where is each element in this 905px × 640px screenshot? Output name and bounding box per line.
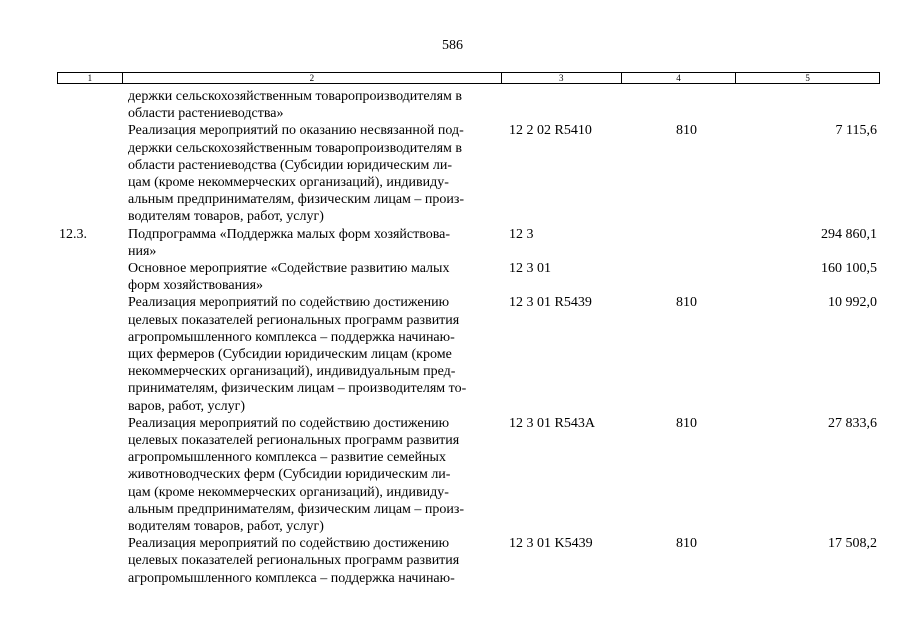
row-number — [57, 122, 128, 225]
table-row — [57, 294, 880, 414]
table-row — [57, 535, 880, 587]
row-description: Реализация мероприятий по содействию достижению целевых показателей региональных программ развития агропромышленного комплекса – развитие семейных животноводческих ферм (Субсидии юридическим ли- цам (кроме некоммерческих организаций), индивиду- альным предпринимателям, физическим лицам – произ- водителям товаров, работ, услуг) — [128, 415, 465, 535]
page-number: 586 — [442, 38, 463, 53]
row-code: 12 3 01 R543А — [509, 415, 595, 431]
row-code: 12 3 01 — [509, 261, 551, 277]
row-description: Подпрограмма «Поддержка малых форм хозяйствова- ния» — [128, 226, 451, 259]
row-kind: 810 — [676, 415, 697, 431]
row-code: 12 3 01 R5439 — [509, 295, 592, 311]
header-col-3: 3 — [502, 73, 622, 83]
row-number: 12.3. — [59, 226, 87, 242]
header-col-4: 4 — [622, 73, 737, 83]
row-kind: 810 — [676, 295, 697, 311]
row-kind — [658, 260, 715, 294]
row-description: Основное мероприятие «Содействие развитию малых форм хозяйствования» — [128, 261, 450, 294]
table-row — [57, 88, 880, 122]
table-body — [57, 88, 880, 587]
row-kind — [658, 226, 715, 260]
table-row — [57, 415, 880, 535]
row-description: Реализация мероприятий по оказанию несвязанной под- держки сельскохозяйственным товаропроизводителям в области растениеводства (Субсидии юридическим ли- цам (кроме некоммерческих организаций), индивиду- альным предпринимателям, физическим лицам – произ- водителям товаров, работ, услуг) — [128, 123, 465, 225]
row-kind — [658, 88, 715, 122]
row-description: Реализация мероприятий по содействию достижению целевых показателей региональных программ развития агропромышленного комплекса – поддержка начинаю- щих фермеров (Субсидии юридическим лицам (кроме некоммерческих организаций), индивидуальным пред- принимателям, физическим лицам – производителям то- варов, работ, услуг) — [128, 295, 467, 414]
row-amount: 10 992,0 — [828, 295, 877, 311]
row-number — [57, 415, 128, 535]
row-code: 12 2 02 R5410 — [509, 123, 592, 139]
row-code: 12 3 01 K5439 — [509, 536, 593, 552]
row-code — [507, 88, 658, 122]
row-number — [57, 535, 128, 587]
row-kind: 810 — [676, 123, 697, 139]
header-col-5: 5 — [805, 73, 810, 83]
row-number — [57, 88, 128, 122]
row-amount: 294 860,1 — [821, 226, 877, 242]
header-col-1: 1 — [58, 73, 123, 83]
row-number — [57, 294, 128, 414]
row-amount: 7 115,6 — [835, 123, 877, 139]
row-description: держки сельскохозяйственным товаропроизводителям в области растениеводства» — [128, 89, 463, 122]
table-row — [57, 122, 880, 225]
row-amount: 27 833,6 — [828, 415, 877, 431]
row-description: Реализация мероприятий по содействию достижению целевых показателей региональных программ развития агропромышленного комплекса – поддержка начинаю- — [128, 536, 460, 586]
row-kind: 810 — [676, 536, 697, 552]
row-amount: 17 508,2 — [828, 536, 877, 552]
row-amount — [715, 88, 880, 122]
table-row — [57, 260, 880, 294]
row-code: 12 3 — [509, 226, 534, 242]
row-number — [57, 260, 128, 294]
table-row — [57, 226, 880, 260]
row-amount: 160 100,5 — [821, 261, 877, 277]
table-header — [57, 72, 880, 84]
header-col-2: 2 — [123, 73, 502, 83]
